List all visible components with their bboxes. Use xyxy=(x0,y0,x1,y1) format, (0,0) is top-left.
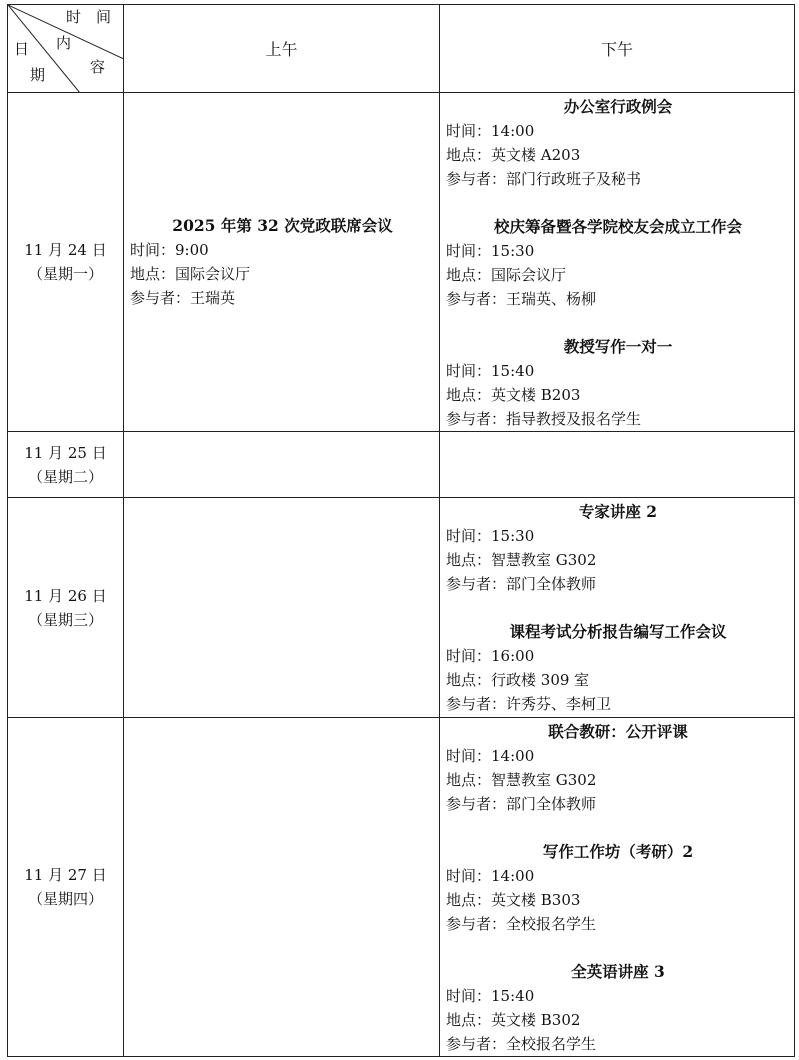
event-title: 全英语讲座 3 xyxy=(571,962,665,981)
event-place-label: 地点： xyxy=(446,771,492,789)
event-participants xyxy=(446,912,790,936)
event-time-label: 时间： xyxy=(130,241,176,259)
event-time-value: 9:00 xyxy=(175,241,209,259)
event-time-label: 时间： xyxy=(446,527,492,545)
event-participants xyxy=(446,572,790,596)
event-block xyxy=(440,718,794,816)
schedule-table xyxy=(7,4,795,1057)
corner-date-char-1: 日 xyxy=(14,40,30,58)
morning-header: 上午 xyxy=(124,5,440,93)
event-block xyxy=(440,838,794,936)
event-participants-label: 参与者： xyxy=(446,410,507,428)
event-title: 办公室行政例会 xyxy=(563,97,673,116)
afternoon-cell xyxy=(440,718,795,1057)
event-participants-label: 参与者： xyxy=(130,289,191,307)
event-participants xyxy=(446,1032,790,1056)
event-place xyxy=(446,1008,790,1032)
event-participants-value: 部门全体教师 xyxy=(506,575,597,593)
event-block xyxy=(440,333,794,431)
event-title: 写作工作坊（考研）2 xyxy=(542,842,694,861)
event-title: 联合教研：公开评课 xyxy=(548,722,688,741)
date-label: 11 月 24 日 xyxy=(24,241,107,259)
event-place xyxy=(446,143,790,167)
event-participants-label: 参与者： xyxy=(446,170,507,188)
weekday-label: （星期二） xyxy=(27,467,103,486)
event-place-value: 英文楼 A203 xyxy=(491,146,581,164)
day-row xyxy=(8,93,795,432)
event-block xyxy=(440,213,794,311)
afternoon-cell xyxy=(440,432,795,498)
event-participants-value: 王瑞英 xyxy=(190,289,236,307)
event-time-value: 14:00 xyxy=(491,747,535,765)
event-place xyxy=(446,263,790,287)
event-participants-value: 部门行政班子及秘书 xyxy=(506,170,642,188)
event-time-label: 时间： xyxy=(446,647,492,665)
morning-cell xyxy=(124,718,440,1057)
event-place-value: 英文楼 B203 xyxy=(491,386,581,404)
corner-time-char-1: 时 xyxy=(66,8,82,26)
event-time-value: 14:00 xyxy=(491,867,535,885)
event-title: 2025 年第 32 次党政联席会议 xyxy=(172,216,393,235)
event-time-value: 15:40 xyxy=(491,987,535,1005)
morning-cell xyxy=(124,432,440,498)
corner-content-char-1: 内 xyxy=(56,34,72,52)
event-block xyxy=(440,958,794,1056)
event-place-value: 英文楼 B303 xyxy=(491,891,581,909)
event-time-value: 15:30 xyxy=(491,527,535,545)
event-time-label: 时间： xyxy=(446,987,492,1005)
event-time-value: 14:00 xyxy=(491,122,535,140)
event-participants-label: 参与者： xyxy=(446,915,507,933)
event-block xyxy=(440,498,794,596)
event-time xyxy=(446,864,790,888)
event-place-label: 地点： xyxy=(446,671,492,689)
day-row xyxy=(8,432,795,498)
event-participants-value: 指导教授及报名学生 xyxy=(506,410,642,428)
date-cell xyxy=(8,432,124,498)
event-block xyxy=(440,93,794,191)
event-time xyxy=(446,359,790,383)
event-place-label: 地点： xyxy=(446,1011,492,1029)
event-place-label: 地点： xyxy=(130,265,176,283)
event-participants xyxy=(446,692,790,716)
event-block xyxy=(124,214,439,310)
date-label: 11 月 27 日 xyxy=(24,866,107,884)
event-place-value: 国际会议厅 xyxy=(175,265,251,283)
event-participants-label: 参与者： xyxy=(446,290,507,308)
event-place xyxy=(446,768,790,792)
event-participants-label: 参与者： xyxy=(446,1035,507,1053)
corner-date-char-2: 期 xyxy=(30,66,46,84)
event-time xyxy=(446,744,790,768)
day-row xyxy=(8,718,795,1057)
event-place-value: 智慧教室 G302 xyxy=(491,771,597,789)
event-time-label: 时间： xyxy=(446,867,492,885)
morning-cell xyxy=(124,498,440,718)
event-participants-value: 许秀芬、李柯卫 xyxy=(506,695,612,713)
event-place-label: 地点： xyxy=(446,551,492,569)
event-participants-value: 全校报名学生 xyxy=(506,915,597,933)
weekday-label: （星期一） xyxy=(27,265,103,283)
event-participants xyxy=(446,407,790,431)
event-time-label: 时间： xyxy=(446,747,492,765)
event-participants xyxy=(446,792,790,816)
event-time-label: 时间： xyxy=(446,362,492,380)
event-place-value: 国际会议厅 xyxy=(491,266,567,284)
date-label: 11 月 26 日 xyxy=(24,586,107,605)
event-title: 校庆筹备暨各学院校友会成立工作会 xyxy=(493,217,742,236)
event-title: 课程考试分析报告编写工作会议 xyxy=(509,622,727,641)
day-row xyxy=(8,498,795,718)
event-place-label: 地点： xyxy=(446,266,492,284)
event-participants xyxy=(446,287,790,311)
event-place-label: 地点： xyxy=(446,146,492,164)
event-time-value: 15:30 xyxy=(491,242,535,260)
weekday-label: （星期三） xyxy=(27,610,103,629)
event-participants-value: 部门全体教师 xyxy=(506,795,597,813)
corner-header-cell xyxy=(8,5,124,93)
event-participants-value: 全校报名学生 xyxy=(506,1035,597,1053)
event-time-label: 时间： xyxy=(446,242,492,260)
event-time-value: 16:00 xyxy=(491,647,535,665)
header-row xyxy=(8,5,795,93)
morning-cell xyxy=(124,93,440,432)
event-place-label: 地点： xyxy=(446,891,492,909)
corner-time-char-2: 间 xyxy=(96,8,112,26)
date-label: 11 月 25 日 xyxy=(24,443,107,462)
event-place-value: 英文楼 B302 xyxy=(491,1011,581,1029)
date-cell xyxy=(8,718,124,1057)
event-participants xyxy=(130,286,435,310)
event-time xyxy=(446,119,790,143)
event-participants-label: 参与者： xyxy=(446,695,507,713)
event-block xyxy=(440,618,794,716)
event-place-value: 行政楼 309 室 xyxy=(491,671,590,689)
afternoon-cell xyxy=(440,498,795,718)
date-cell xyxy=(8,498,124,718)
event-participants-label: 参与者： xyxy=(446,795,507,813)
event-place-label: 地点： xyxy=(446,386,492,404)
event-participants xyxy=(446,167,790,191)
event-place xyxy=(446,668,790,692)
event-place-value: 智慧教室 G302 xyxy=(491,551,597,569)
date-cell xyxy=(8,93,124,432)
event-title: 教授写作一对一 xyxy=(563,337,673,356)
event-time xyxy=(446,524,790,548)
event-time xyxy=(446,984,790,1008)
event-place xyxy=(446,548,790,572)
event-time xyxy=(130,238,435,262)
event-time xyxy=(446,239,790,263)
event-time xyxy=(446,644,790,668)
event-participants-value: 王瑞英、杨柳 xyxy=(506,290,597,308)
afternoon-header: 下午 xyxy=(440,5,795,93)
weekday-label: （星期四） xyxy=(27,890,103,908)
corner-content-char-2: 容 xyxy=(90,58,106,76)
event-place xyxy=(446,383,790,407)
event-place xyxy=(130,262,435,286)
event-place xyxy=(446,888,790,912)
event-time-label: 时间： xyxy=(446,122,492,140)
afternoon-cell xyxy=(440,93,795,432)
event-time-value: 15:40 xyxy=(491,362,535,380)
event-participants-label: 参与者： xyxy=(446,575,507,593)
event-title: 专家讲座 2 xyxy=(578,502,658,521)
